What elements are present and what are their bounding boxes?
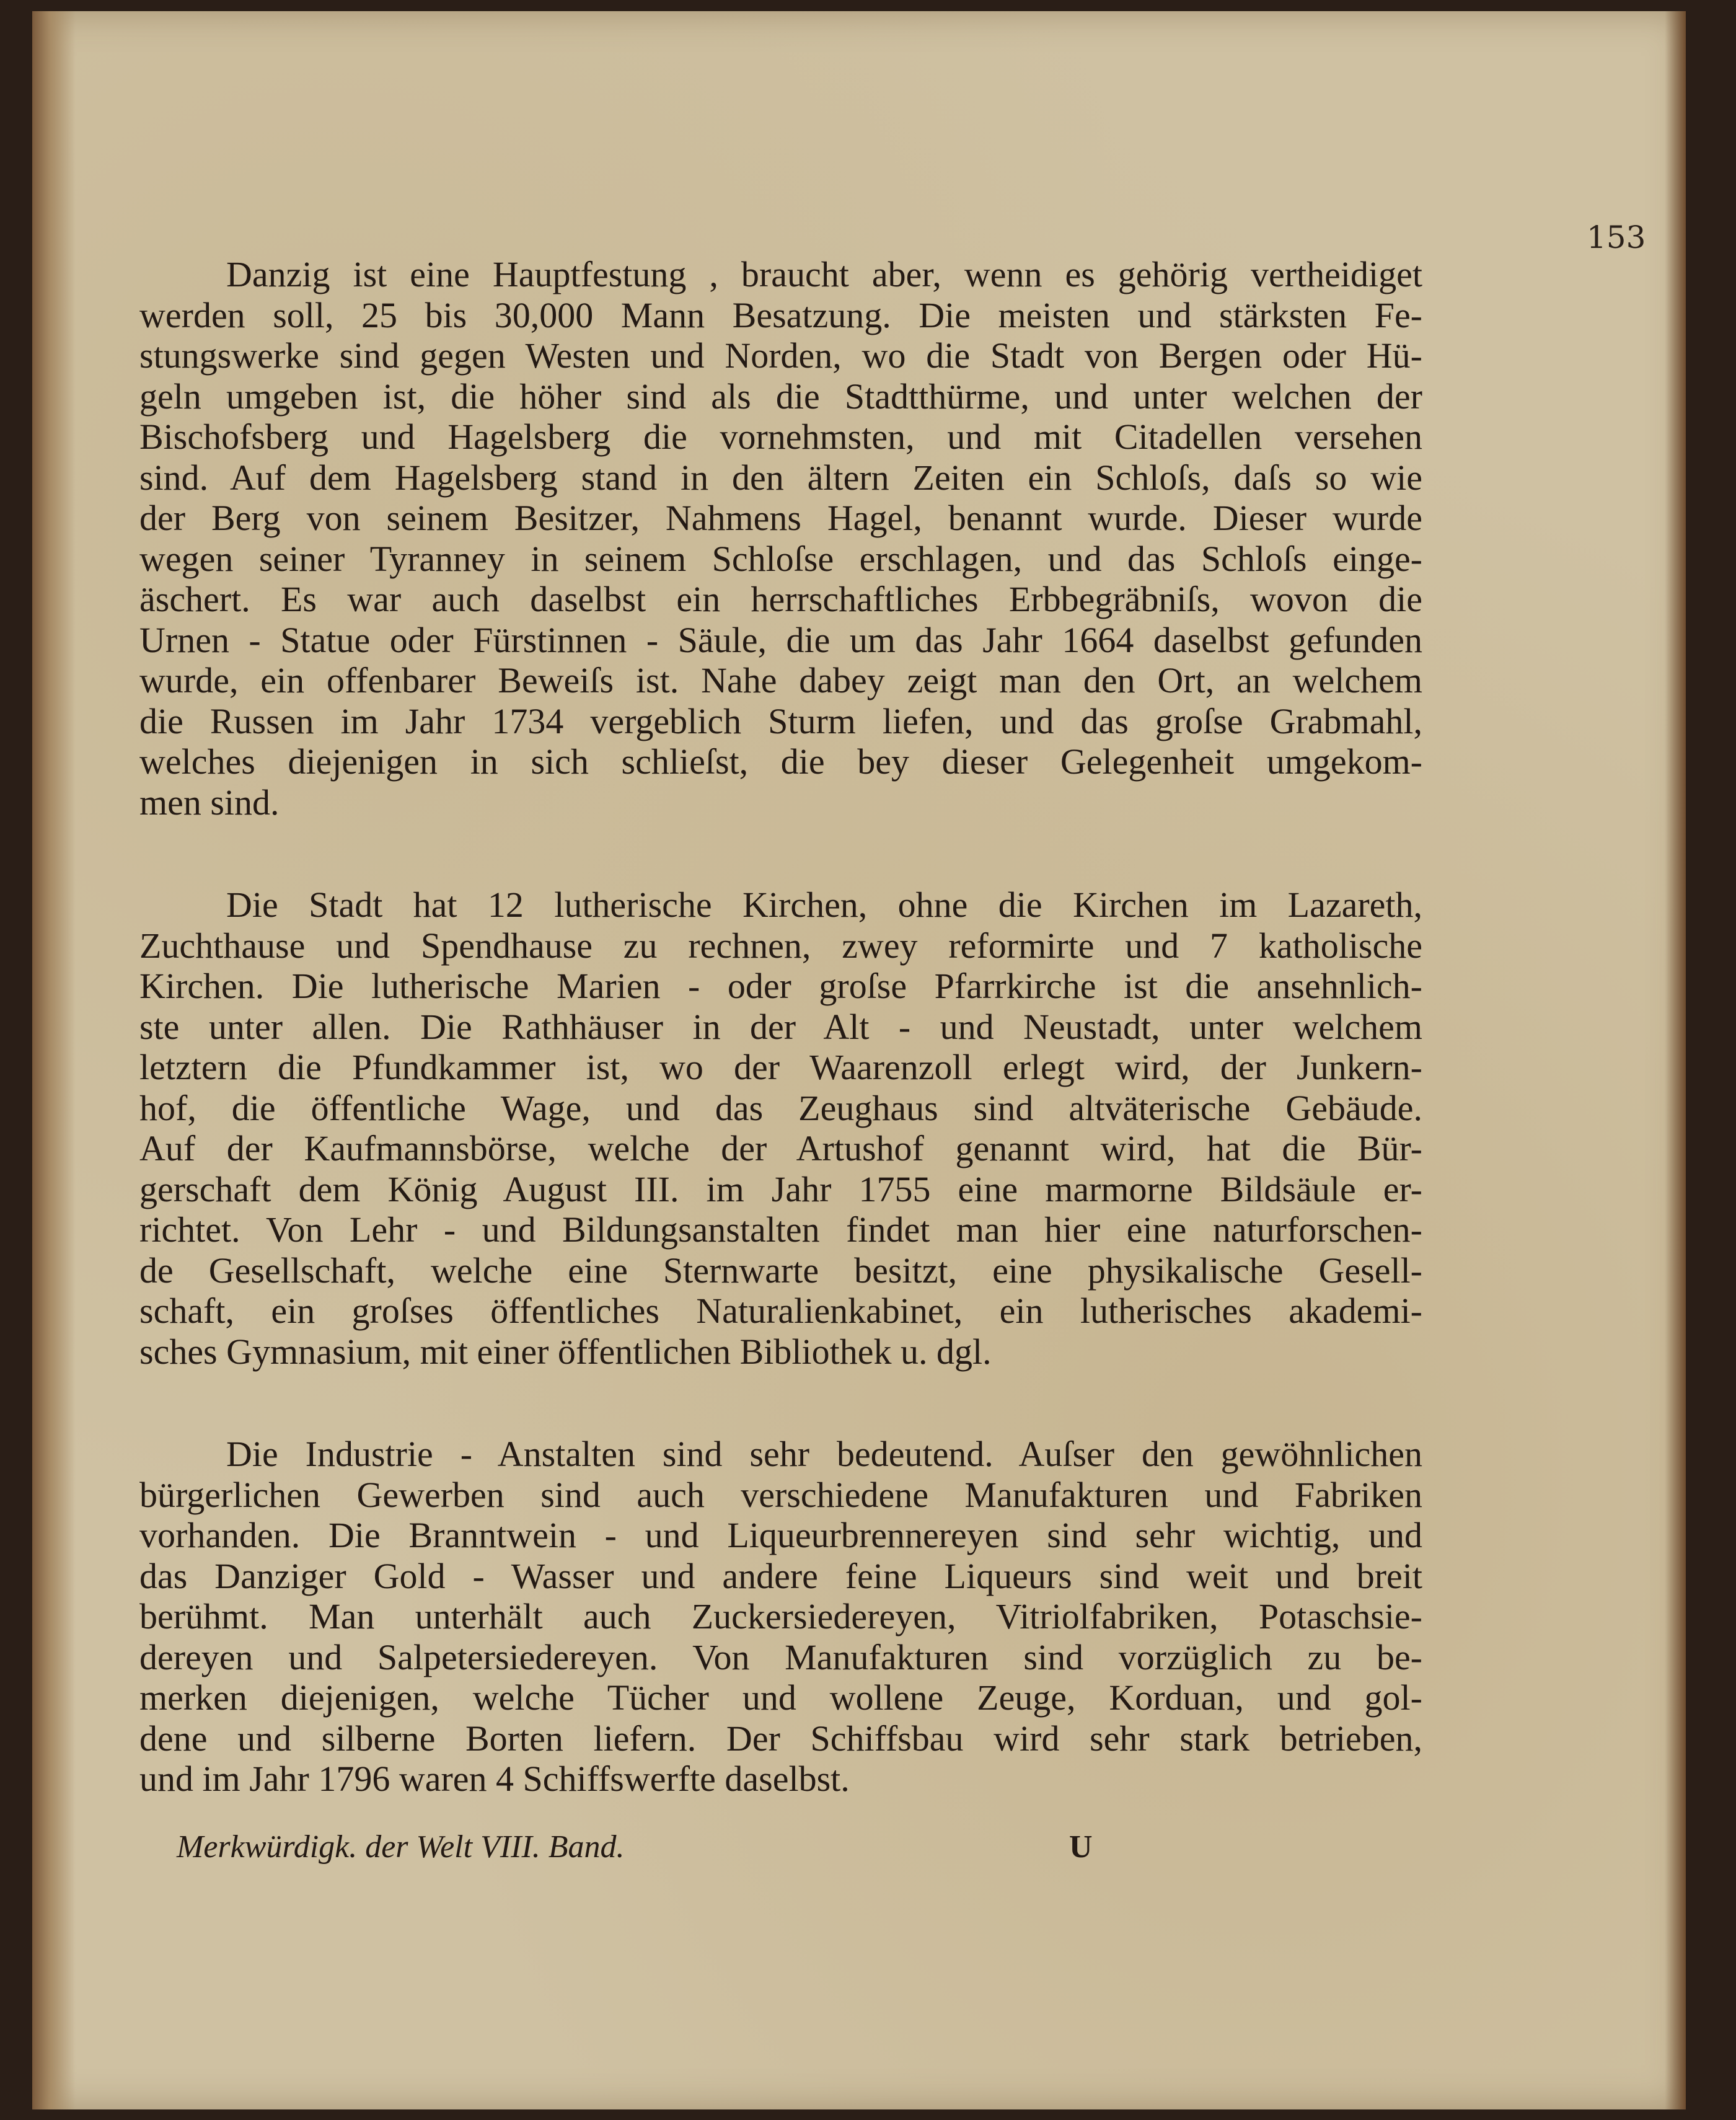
text-line: das Danziger Gold - Wasser und andere feine Liqueurs sind weit und breit <box>139 1555 1422 1596</box>
text-line: Urnen - Statue oder Fürstinnen - Säule, die um das Jahr 1664 daselbst gefunden <box>139 619 1422 660</box>
text-line: ste unter allen. Die Rathhäuser in der Alt - und Neustadt, unter welchem <box>139 1006 1422 1047</box>
text-line: dene und silberne Borten liefern. Der Schiffsbau wird sehr stark betrieben, <box>139 1718 1422 1759</box>
text-line: werden soll, 25 bis 30,000 Mann Besatzung. Die meisten und stärksten Fe- <box>139 294 1422 335</box>
text-line: sches Gymnasium, mit einer öffentlichen Bibliothek u. dgl. <box>139 1331 992 1372</box>
text-line: letztern die Pfundkammer ist, wo der Waarenzoll erlegt wird, der Junkern- <box>139 1047 1422 1087</box>
text-line: der Berg von seinem Besitzer, Nahmens Hagel, benannt wurde. Dieser wurde <box>139 498 1422 538</box>
footer-title: Merkwürdigk. der Welt VIII. Band. <box>177 1829 625 1865</box>
text-line: gerschaft dem König August III. im Jahr 1755 eine marmorne Bildsäule er- <box>139 1168 1422 1209</box>
text-line: Danzig ist eine Hauptfestung , braucht aber, wenn es gehörig vertheidiget <box>226 254 1422 294</box>
page-edge <box>1665 11 1686 2109</box>
paragraph <box>139 1434 1422 1800</box>
binding-gutter <box>32 11 76 2109</box>
text-line: schaft, ein groſses öffentliches Naturalienkabinet, ein lutherisches akademi- <box>139 1291 1422 1331</box>
text-line: Kirchen. Die lutherische Marien - oder groſse Pfarrkirche ist die ansehnlich- <box>139 966 1422 1006</box>
page-number: 153 <box>1587 219 1646 255</box>
text-line: welches diejenigen in sich schlieſst, die bey dieser Gelegenheit umgekom- <box>139 741 1422 782</box>
text-line: dereyen und Salpetersiedereyen. Von Manufakturen sind vorzüglich zu be- <box>139 1636 1422 1677</box>
text-line: Die Stadt hat 12 lutherische Kirchen, ohne die Kirchen im Lazareth, <box>226 885 1422 925</box>
body-text <box>139 254 1422 1800</box>
signature-mark: U <box>1069 1829 1093 1865</box>
text-line: de Gesellschaft, welche eine Sternwarte besitzt, eine physikalische Gesell- <box>139 1250 1422 1291</box>
text-line: geln umgeben ist, die höher sind als die Stadtthürme, und unter welchen der <box>139 376 1422 417</box>
text-line: men sind. <box>139 782 280 823</box>
text-line: hof, die öffentliche Wage, und das Zeughaus sind altväterische Gebäude. <box>139 1087 1422 1128</box>
text-line: und im Jahr 1796 waren 4 Schiffswerfte daselbst. <box>139 1759 850 1799</box>
paragraph <box>139 254 1422 823</box>
text-line: wegen seiner Tyranney in seinem Schloſse erschlagen, und das Schloſs einge- <box>139 538 1422 579</box>
text-line: Bischofsberg und Hagelsberg die vornehmsten, und mit Citadellen versehen <box>139 417 1422 457</box>
paragraph <box>139 885 1422 1372</box>
text-line: berühmt. Man unterhält auch Zuckersiedereyen, Vitriolfabriken, Potaschsie- <box>139 1596 1422 1636</box>
text-line: wurde, ein offenbarer Beweiſs ist. Nahe dabey zeigt man den Ort, an welchem <box>139 660 1422 700</box>
text-line: merken diejenigen, welche Tücher und wollene Zeuge, Korduan, und gol- <box>139 1677 1422 1718</box>
text-line: Auf der Kaufmannsbörse, welche der Artushof genannt wird, hat die Bür- <box>139 1128 1422 1168</box>
text-line: Die Industrie - Anstalten sind sehr bedeutend. Auſser den gewöhnlichen <box>226 1434 1422 1474</box>
footer <box>177 1829 1422 1872</box>
text-line: richtet. Von Lehr - und Bildungsanstalten findet man hier eine naturforschen- <box>139 1209 1422 1250</box>
text-line: sind. Auf dem Hagelsberg stand in den ältern Zeiten ein Schloſs, daſs so wie <box>139 457 1422 498</box>
text-line: bürgerlichen Gewerben sind auch verschiedene Manufakturen und Fabriken <box>139 1474 1422 1515</box>
text-line: äschert. Es war auch daselbst ein herrschaftliches Erbbegräbniſs, wovon die <box>139 579 1422 619</box>
text-line: stungswerke sind gegen Westen und Norden, wo die Stadt von Bergen oder Hü- <box>139 335 1422 376</box>
text-line: Zuchthause und Spendhause zu rechnen, zwey reformirte und 7 katholische <box>139 925 1422 966</box>
text-line: vorhanden. Die Branntwein - und Liqueurbrennereyen sind sehr wichtig, und <box>139 1515 1422 1555</box>
text-line: die Russen im Jahr 1734 vergeblich Sturm liefen, und das groſse Grabmahl, <box>139 700 1422 741</box>
